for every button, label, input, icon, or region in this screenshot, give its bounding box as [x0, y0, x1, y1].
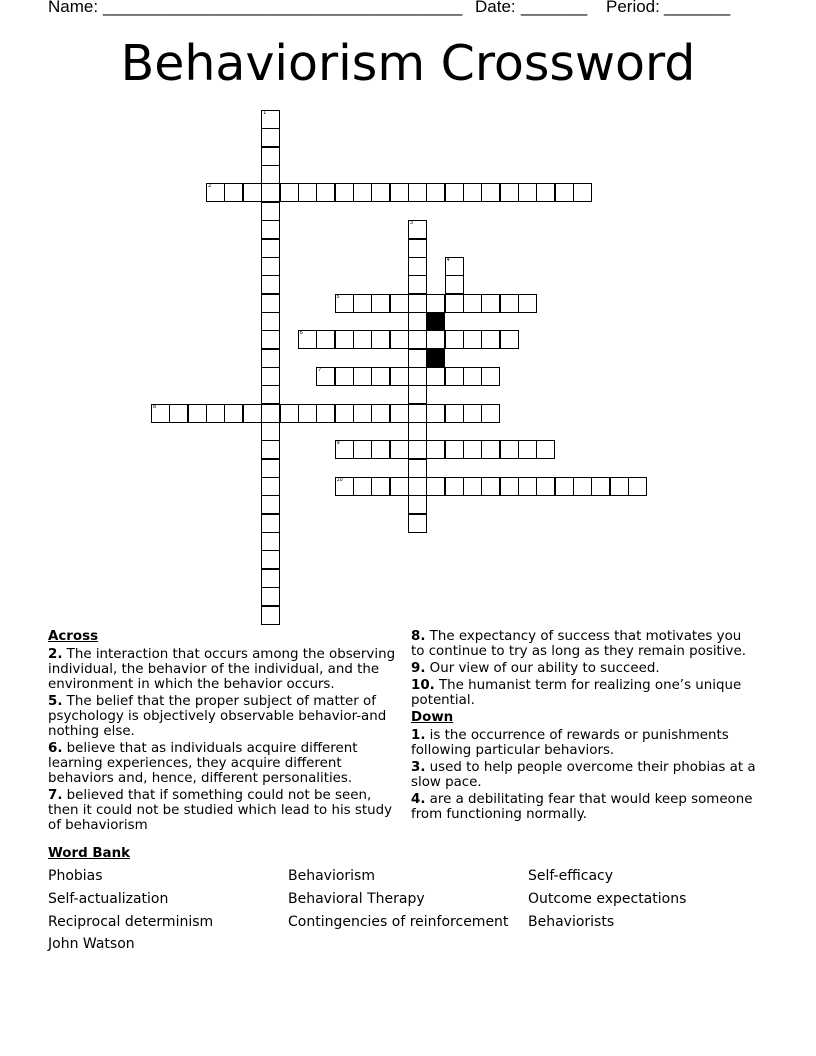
crossword-cell[interactable]	[481, 183, 500, 202]
clue-text: are a debilitating fear that would keep someone from functioning normally.	[411, 792, 753, 822]
crossword-cell[interactable]	[408, 330, 427, 349]
crossword-cell[interactable]	[481, 440, 500, 459]
clue-text: used to help people overcome their phobias at a slow pace.	[411, 760, 756, 790]
clue-across-10	[411, 678, 756, 708]
crossword-cell[interactable]	[316, 367, 335, 386]
crossword-cell[interactable]	[353, 440, 372, 459]
crossword-cell[interactable]	[463, 440, 482, 459]
crossword-cell[interactable]	[408, 422, 427, 441]
crossword-cell[interactable]	[243, 183, 262, 202]
clue-number-label: 4	[446, 256, 450, 263]
crossword-cell[interactable]	[408, 514, 427, 533]
crossword-cell[interactable]	[261, 495, 280, 514]
crossword-cell[interactable]	[408, 477, 427, 496]
clue-number: 8.	[411, 629, 426, 644]
crossword-cell[interactable]	[335, 294, 354, 313]
crossword-cell[interactable]	[536, 183, 555, 202]
clue-number: 3.	[411, 760, 426, 775]
crossword-cell[interactable]	[390, 367, 409, 386]
crossword-cell[interactable]	[463, 477, 482, 496]
clue-text: believe that as individuals acquire different learning experiences, they acquire different behaviors and, hence, different personalities.	[48, 741, 358, 786]
crossword-cell[interactable]	[445, 367, 464, 386]
crossword-cell[interactable]	[500, 294, 519, 313]
crossword-cell[interactable]	[481, 404, 500, 423]
crossword-cell[interactable]	[408, 385, 427, 404]
crossword-cell[interactable]	[353, 404, 372, 423]
crossword-cell[interactable]	[500, 477, 519, 496]
clue-number: 4.	[411, 792, 426, 807]
crossword-cell[interactable]	[463, 330, 482, 349]
crossword-cell[interactable]	[573, 183, 592, 202]
crossword-cell[interactable]	[555, 183, 574, 202]
crossword-cell[interactable]	[261, 606, 280, 625]
clue-number-label: 6	[299, 330, 303, 337]
crossword-cell[interactable]	[261, 367, 280, 386]
clue-text: The expectancy of success that motivates you to continue to try as long as they remain positive.	[411, 629, 746, 659]
crossword-cell[interactable]	[261, 330, 280, 349]
clue-number: 6.	[48, 741, 63, 756]
crossword-cell[interactable]	[280, 404, 299, 423]
crossword-cell[interactable]	[261, 514, 280, 533]
clue-text: The belief that the proper subject of matter of psychology is objectively observable behavior-and nothing else.	[48, 694, 387, 739]
clue-number-label: 3	[409, 220, 414, 227]
crossword-cell[interactable]	[390, 183, 409, 202]
clue-number-label: 9	[336, 440, 340, 447]
clue-down-3	[411, 760, 756, 790]
crossword-cell[interactable]	[610, 477, 629, 496]
crossword-cell[interactable]	[335, 367, 354, 386]
clue-across-8	[411, 629, 756, 659]
crossword-cell[interactable]	[353, 367, 372, 386]
crossword-cell[interactable]	[298, 330, 317, 349]
crossword-cell[interactable]	[463, 183, 482, 202]
crossword-cell[interactable]	[481, 294, 500, 313]
crossword-cell[interactable]	[335, 440, 354, 459]
crossword-cell[interactable]	[445, 404, 464, 423]
clue-number-label: 10	[336, 477, 343, 483]
clue-across-5	[48, 694, 400, 739]
crossword-cell[interactable]	[353, 330, 372, 349]
crossword-cell[interactable]	[261, 404, 280, 423]
crossword-cell[interactable]	[224, 183, 243, 202]
crossword-cell[interactable]	[371, 330, 390, 349]
clue-down-4	[411, 792, 756, 822]
word-bank-title: Word Bank	[48, 846, 131, 861]
down-heading: Down	[411, 710, 454, 725]
crossword-block	[426, 312, 445, 331]
clue-across-2	[48, 647, 400, 692]
crossword-cell[interactable]	[408, 367, 427, 386]
crossword-cell[interactable]	[261, 275, 280, 294]
crossword-block	[426, 349, 445, 368]
across-heading: Across	[48, 629, 99, 644]
clues-column-left	[48, 629, 400, 835]
crossword-cell[interactable]	[426, 404, 445, 423]
crossword-cell[interactable]	[426, 294, 445, 313]
crossword-cell[interactable]	[335, 404, 354, 423]
crossword-cell[interactable]	[298, 183, 317, 202]
crossword-cell[interactable]	[371, 477, 390, 496]
crossword-cell[interactable]	[408, 312, 427, 331]
crossword-cell[interactable]	[261, 422, 280, 441]
crossword-cell[interactable]	[390, 440, 409, 459]
crossword-cell[interactable]	[408, 440, 427, 459]
crossword-cell[interactable]	[445, 330, 464, 349]
crossword-cell[interactable]	[335, 330, 354, 349]
crossword-cell[interactable]	[261, 587, 280, 606]
crossword-cell[interactable]	[206, 183, 225, 202]
crossword-cell[interactable]	[481, 367, 500, 386]
crossword-cell[interactable]	[188, 404, 207, 423]
crossword-cell[interactable]	[335, 183, 354, 202]
clue-text: The humanist term for realizing one’s unique potential.	[411, 678, 742, 708]
crossword-cell[interactable]	[353, 477, 372, 496]
crossword-cell[interactable]	[500, 183, 519, 202]
crossword-cell[interactable]	[518, 477, 537, 496]
crossword-cell[interactable]	[518, 440, 537, 459]
crossword-cell[interactable]	[426, 440, 445, 459]
crossword-cell[interactable]	[463, 404, 482, 423]
word-bank-item: Outcome expectations	[528, 891, 687, 907]
clue-number: 9.	[411, 661, 426, 676]
clue-text: Our view of our ability to succeed.	[429, 661, 660, 676]
crossword-cell[interactable]	[371, 183, 390, 202]
crossword-cell[interactable]	[536, 477, 555, 496]
crossword-cell[interactable]	[261, 110, 280, 129]
crossword-cell[interactable]	[261, 312, 280, 331]
word-bank-item: Contingencies of reinforcement	[288, 914, 509, 930]
word-bank-item: Phobias	[48, 868, 103, 884]
crossword-cell[interactable]	[555, 477, 574, 496]
clue-text: The interaction that occurs among the observing individual, the behavior of the individual, and the environment in which the behavior occurs.	[48, 647, 396, 692]
clue-text: is the occurrence of rewards or punishments following particular behaviors.	[411, 728, 729, 758]
crossword-cell[interactable]	[573, 477, 592, 496]
crossword-cell[interactable]	[261, 165, 280, 184]
clue-number: 1.	[411, 728, 426, 743]
crossword-cell[interactable]	[261, 220, 280, 239]
crossword-cell[interactable]	[261, 550, 280, 569]
crossword-cell[interactable]	[408, 294, 427, 313]
clue-number-label: 2	[208, 183, 212, 190]
crossword-cell[interactable]	[390, 477, 409, 496]
crossword-cell[interactable]	[481, 330, 500, 349]
crossword-cell[interactable]	[316, 183, 335, 202]
crossword-cell[interactable]	[298, 404, 317, 423]
crossword-cell[interactable]	[280, 183, 299, 202]
crossword-cell[interactable]	[371, 294, 390, 313]
crossword-cell[interactable]	[243, 404, 262, 423]
crossword-cell[interactable]	[408, 349, 427, 368]
crossword-cell[interactable]	[445, 275, 464, 294]
crossword-cell[interactable]	[261, 257, 280, 276]
word-bank-item: Behavioral Therapy	[288, 891, 425, 907]
clue-across-7	[48, 788, 400, 833]
crossword-cell[interactable]	[371, 440, 390, 459]
crossword-cell[interactable]	[445, 257, 464, 276]
crossword-cell[interactable]	[463, 367, 482, 386]
crossword-cell[interactable]	[261, 349, 280, 368]
crossword-cell[interactable]	[261, 202, 280, 221]
crossword-cell[interactable]	[500, 440, 519, 459]
clue-across-6	[48, 741, 400, 786]
clue-number-label: 8	[153, 403, 157, 410]
crossword-cell[interactable]	[445, 477, 464, 496]
crossword-cell[interactable]	[353, 294, 372, 313]
word-bank-item: Reciprocal determinism	[48, 914, 214, 930]
clue-number: 5.	[48, 694, 63, 709]
crossword-cell[interactable]	[408, 183, 427, 202]
crossword-cell[interactable]	[206, 404, 225, 423]
date-label: Date:	[475, 0, 516, 16]
crossword-cell[interactable]	[169, 404, 188, 423]
crossword-cell[interactable]	[390, 404, 409, 423]
name-label: Name:	[48, 0, 99, 16]
crossword-cell[interactable]	[261, 385, 280, 404]
crossword-cell[interactable]	[371, 367, 390, 386]
word-bank-item: Self-efficacy	[528, 868, 614, 884]
crossword-cell[interactable]	[261, 294, 280, 313]
crossword-cell[interactable]	[335, 477, 354, 496]
crossword-cell[interactable]	[445, 440, 464, 459]
crossword-cell[interactable]	[481, 477, 500, 496]
crossword-cell[interactable]	[408, 220, 427, 239]
crossword-cell[interactable]	[426, 330, 445, 349]
date-blank[interactable]: _______	[521, 0, 588, 16]
word-bank-item: Behaviorists	[528, 914, 615, 930]
clue-number-label: 7	[318, 366, 322, 373]
word-bank-item: Behaviorism	[288, 868, 375, 884]
crossword-cell[interactable]	[518, 183, 537, 202]
crossword-cell[interactable]	[518, 294, 537, 313]
clue-number: 7.	[48, 788, 63, 803]
crossword-cell[interactable]	[261, 239, 280, 258]
crossword-cell[interactable]	[426, 183, 445, 202]
crossword-cell[interactable]	[445, 183, 464, 202]
word-bank-item: Self-actualization	[48, 891, 169, 907]
clue-text: believed that if something could not be seen, then it could not be studied which lead to his study of behaviorism	[48, 788, 393, 833]
clue-number: 2.	[48, 647, 63, 662]
crossword-cell[interactable]	[445, 294, 464, 313]
crossword-cell[interactable]	[261, 477, 280, 496]
crossword-cell[interactable]	[371, 404, 390, 423]
crossword-cell[interactable]	[500, 330, 519, 349]
crossword-cell[interactable]	[536, 440, 555, 459]
crossword-cell[interactable]	[426, 477, 445, 496]
name-blank[interactable]: ______________________________________	[103, 0, 463, 16]
crossword-cell[interactable]	[261, 440, 280, 459]
crossword-cell[interactable]	[426, 367, 445, 386]
crossword-cell[interactable]	[316, 330, 335, 349]
crossword-cell[interactable]	[390, 294, 409, 313]
clue-number: 10.	[411, 678, 435, 693]
crossword-cell[interactable]	[408, 275, 427, 294]
clue-down-1	[411, 728, 756, 758]
crossword-cell[interactable]	[261, 183, 280, 202]
crossword-cell[interactable]	[261, 147, 280, 166]
period-label: Period:	[606, 0, 660, 16]
crossword-cell[interactable]	[224, 404, 243, 423]
clue-across-9	[411, 661, 756, 676]
crossword-cell[interactable]	[316, 404, 335, 423]
crossword-cell[interactable]	[261, 128, 280, 147]
crossword-cell[interactable]	[628, 477, 647, 496]
crossword-cell[interactable]	[408, 459, 427, 478]
clue-number-label: 5	[336, 293, 340, 300]
crossword-cell[interactable]	[463, 294, 482, 313]
clues-column-right	[411, 629, 756, 824]
crossword-cell[interactable]	[261, 532, 280, 551]
crossword-cell[interactable]	[151, 404, 170, 423]
crossword-cell[interactable]	[408, 495, 427, 514]
clue-number-label: 1	[263, 110, 267, 116]
crossword-cell[interactable]	[408, 404, 427, 423]
word-bank-item: John Watson	[48, 936, 135, 952]
page-title: Behaviorism Crossword	[120, 35, 696, 92]
period-blank[interactable]: _______	[664, 0, 731, 16]
crossword-cell[interactable]	[353, 183, 372, 202]
crossword-cell[interactable]	[390, 330, 409, 349]
crossword-cell[interactable]	[591, 477, 610, 496]
crossword-cell[interactable]	[408, 239, 427, 258]
crossword-cell[interactable]	[408, 257, 427, 276]
crossword-cell[interactable]	[261, 569, 280, 588]
crossword-cell[interactable]	[261, 459, 280, 478]
